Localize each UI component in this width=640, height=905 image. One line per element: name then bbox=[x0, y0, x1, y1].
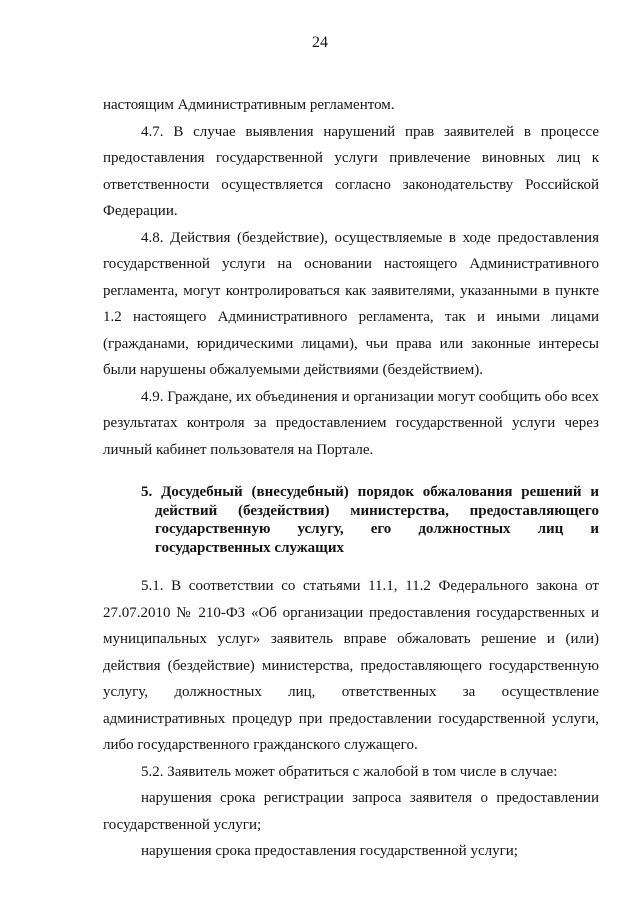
document-body bbox=[103, 92, 599, 865]
paragraph-5-1: 5.1. В соответствии со статьями 11.1, 11.2 Федерального закона от 27.07.2010 № 210-ФЗ «Об организации предоставления государственных и муниципальных услуг» заявитель вправе обжаловать решение и (или) действия (бездействие) министерства, предоставляющего государственную услугу, должностных лиц, ответственных за осуществление административных процедур при предоставлении государственной услуги, либо государственного гражданского служащего. bbox=[103, 578, 599, 753]
section-5-heading: 5. Досудебный (внесудебный) порядок обжалования решений и действий (бездействия) министерства, предоставляющего государственную услугу, его должностных лиц и государственных служащих bbox=[141, 484, 599, 556]
list-item-registration-violation: нарушения срока регистрации запроса заявителя о предоставлении государственной услуги; bbox=[103, 790, 599, 833]
page-number: 24 bbox=[312, 34, 328, 51]
paragraph-4-9: 4.9. Граждане, их объединения и организации могут сообщить обо всех результатах контроля за предоставлением государственной услуги через личный кабинет пользователя на Портале. bbox=[103, 388, 599, 458]
paragraph-5-2: 5.2. Заявитель может обратиться с жалобой в том числе в случае: bbox=[141, 763, 558, 780]
paragraph-continuation: настоящим Административным регламентом. bbox=[103, 97, 395, 113]
list-item-term-violation: нарушения срока предоставления государственной услуги; bbox=[141, 843, 518, 859]
paragraph-4-8: 4.8. Действия (бездействие), осуществляемые в ходе предоставления государственной услуги на основании настоящего Административного регламента, могут контролироваться как заявителями, указанными в пункте 1.2 настоящего Административного регламента, так и иными лицами (гражданами, юридическими лицами), чьи права или законные интересы были нарушены обжалуемыми действиями (бездействием). bbox=[103, 229, 599, 378]
paragraph-4-7: 4.7. В случае выявления нарушений прав заявителей в процессе предоставления государственной услуги привлечение виновных лиц к ответственности осуществляется согласно законодательству Российской Федерации. bbox=[103, 123, 599, 219]
